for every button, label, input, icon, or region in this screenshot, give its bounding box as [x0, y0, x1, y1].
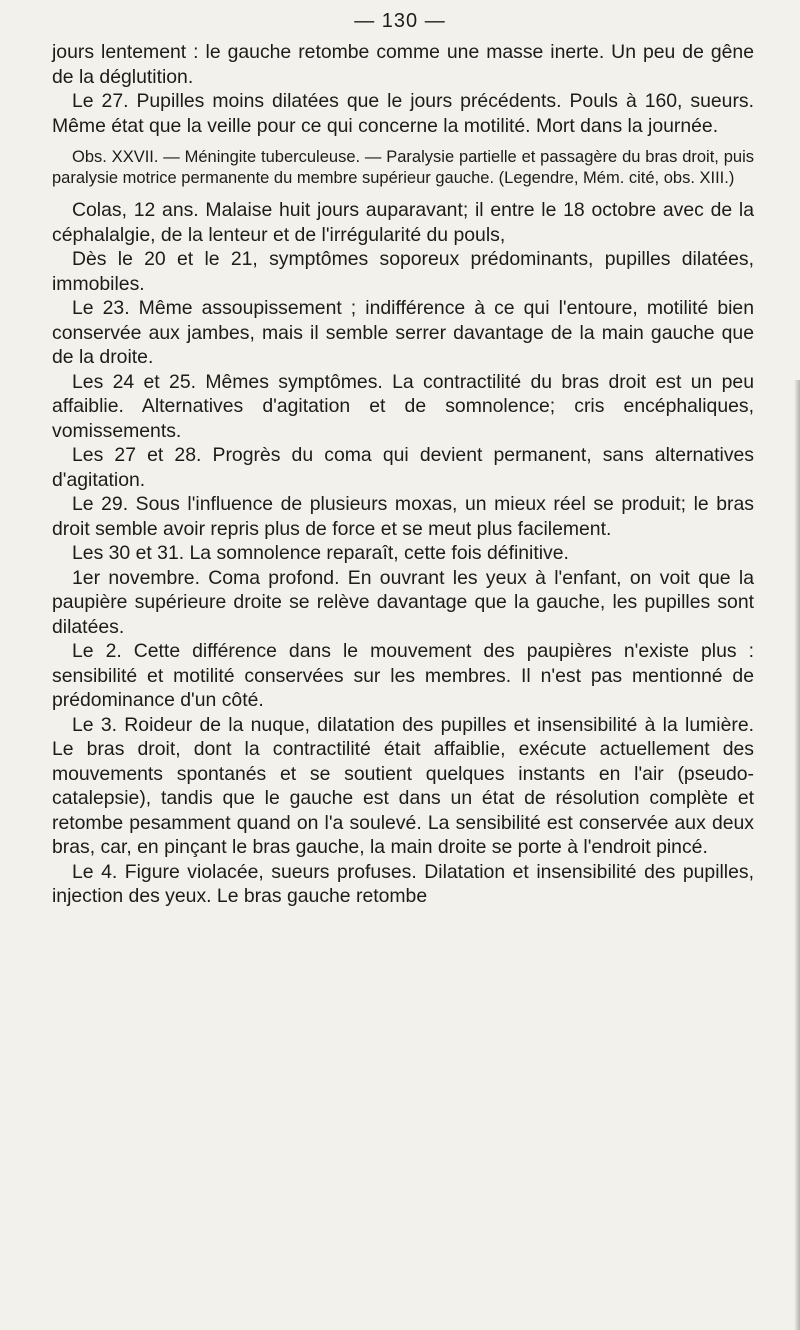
patient-intro: Colas, 12 ans. Malaise huit jours auparavant; il entre le 18 octobre avec de la céphalalgie, de la lenteur et de l'irrégularité du pouls,: [52, 199, 754, 246]
day-entry: 1er novembre. Coma profond. En ouvrant les yeux à l'enfant, on voit que la paupière supérieure droite se relève davantage que la gauche, les pupilles sont dilatées.: [52, 566, 754, 638]
page-edge-shadow: [794, 380, 800, 1330]
day-entry: Dès le 20 et le 21, symptômes soporeux prédominants, pupilles dilatées, immobiles.: [52, 248, 754, 295]
day-entry: Les 24 et 25. Mêmes symptômes. La contractilité du bras droit est un peu affaiblie. Alternatives d'agitation et de somnolence; cris encéphaliques, vomissements.: [52, 370, 754, 442]
day-entry: Le 29. Sous l'influence de plusieurs moxas, un mieux réel se produit; le bras droit semble avoir repris plus de force et se meut plus facilement.: [52, 493, 754, 540]
day-entry-27: Le 27. Pupilles moins dilatées que le jours précédents. Pouls à 160, sueurs. Même état que la veille pour ce qui concerne la motilité. Mort dans la journée.: [52, 90, 754, 137]
continuation-paragraph: jours lentement : le gauche retombe comme une masse inerte. Un peu de gêne de la déglutition.: [52, 41, 754, 88]
page-number: — 130 —: [354, 10, 446, 32]
day-entry: Le 3. Roideur de la nuque, dilatation des pupilles et insensibilité à la lumière. Le bras droit, dont la contractilité était affaiblie, exécute actuellement des mouvements spontanés et se soutient quelques instants en l'air (pseudo-catalepsie), tandis que le gauche est dans un état de résolution complète et retombe pesamment quand on l'a soulevé. La sensibilité est conservée aux deux bras, car, en pinçant le bras gauche, la main droite se porte à l'endroit pincé.: [52, 713, 754, 858]
page-text: [52, 40, 754, 909]
day-entry: Les 27 et 28. Progrès du coma qui devient permanent, sans alternatives d'agitation.: [52, 444, 754, 491]
day-entry: Le 2. Cette différence dans le mouvement des paupières n'existe plus : sensibilité et motilité conservées sur les membres. Il n'est pas mentionné de prédominance d'un côté.: [52, 640, 754, 711]
day-entry: Les 30 et 31. La somnolence reparaît, cette fois définitive.: [72, 542, 569, 564]
observation-heading: Obs. XXVII. — Méningite tuberculeuse. — Paralysie partielle et passagère du bras droit, puis paralysie motrice permanente du membre supérieur gauche. (Legendre, Mém. cité, obs. XIII.): [52, 148, 754, 187]
day-entry: Le 4. Figure violacée, sueurs profuses. Dilatation et insensibilité des pupilles, injection des yeux. Le bras gauche retombe: [52, 860, 754, 907]
day-entry: Le 23. Même assoupissement ; indifférence à ce qui l'entoure, motilité bien conservée aux jambes, mais il semble serrer davantage de la main gauche que de la droite.: [52, 297, 754, 368]
